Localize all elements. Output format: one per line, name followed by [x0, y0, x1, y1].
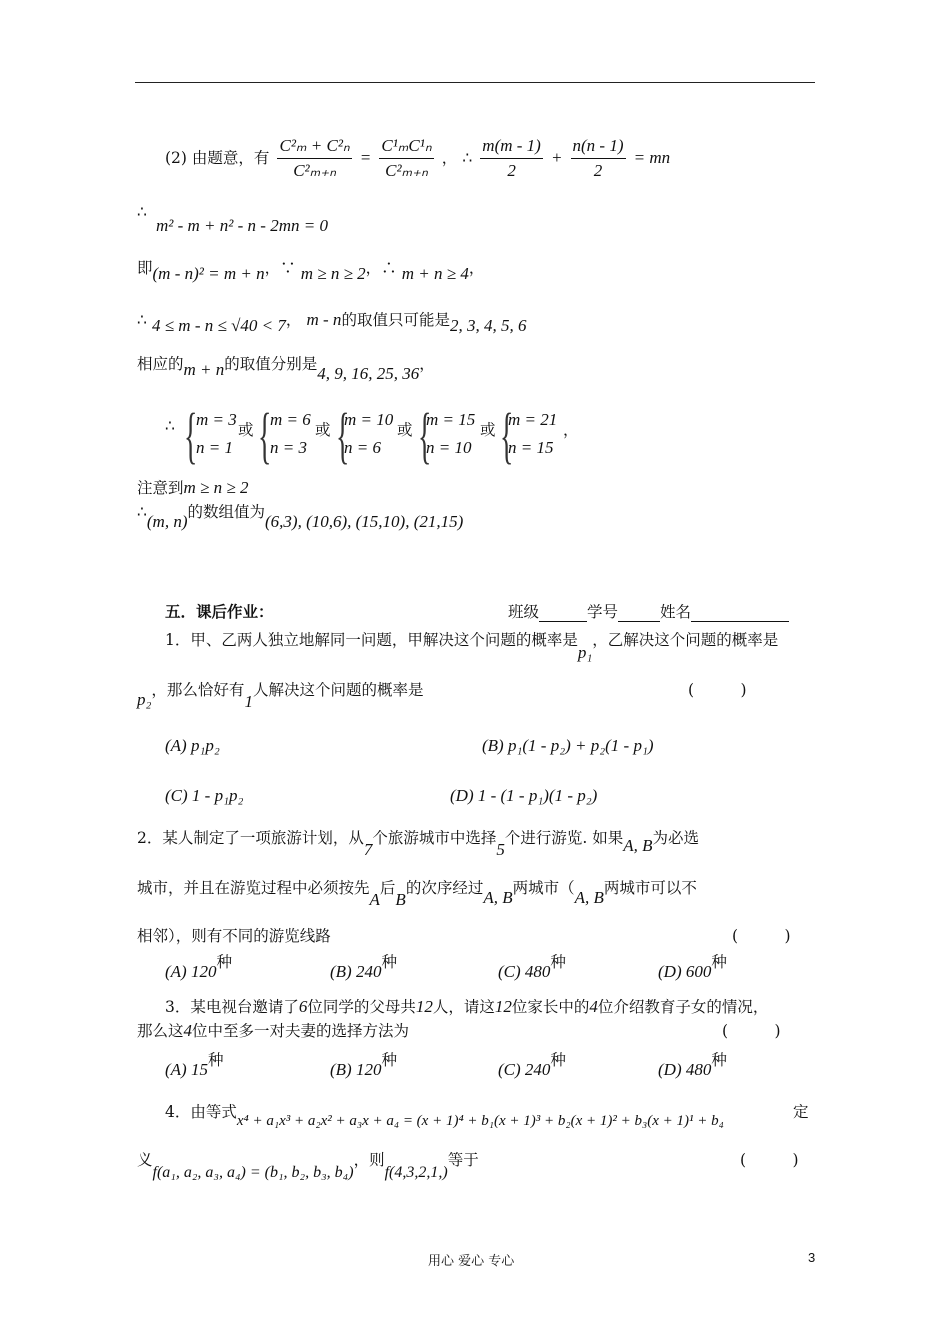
therefore-symbol: ∴	[165, 417, 175, 435]
q4-answer-paren[interactable]: ( )	[740, 1151, 799, 1169]
eq1-rhs: = mn	[633, 148, 671, 167]
q2-option-c[interactable]: (C) 480种	[498, 953, 566, 981]
q2-answer-paren[interactable]: ( )	[732, 927, 791, 945]
brace-3: {	[336, 402, 350, 470]
fraction-3: $\frac{m(m - 1)}{2}$	[482, 136, 541, 180]
q1-option-c[interactable]: (C) 1 - p₁p₂	[165, 786, 244, 805]
q1-option-a[interactable]: (A) p₁p₂	[165, 736, 220, 755]
part2-line8: ∴(m, n)的数组值为(6,3), (10,6), (15,10), (21,15)	[137, 503, 464, 531]
class-blank[interactable]	[539, 603, 587, 622]
homework-heading: 五．课后作业：	[165, 602, 274, 621]
header-rule	[135, 82, 815, 83]
q4-line1: 4．由等式x⁴ + a₁x³ + a₂x² + a₃x + a₄ = (x + 1)⁴ + b₁(x + 1)³ + b₂(x + 1)² + b₃(x + 1)¹ + b₄	[165, 1103, 724, 1129]
therefore-symbol: ∴	[462, 149, 473, 167]
system-3: m = 10 n = 6	[344, 410, 394, 457]
q3-answer-paren[interactable]: ( )	[722, 1022, 781, 1040]
therefore-symbol: ∴	[137, 203, 147, 221]
or-word: 或	[238, 421, 254, 439]
q2-option-d[interactable]: (D) 600种	[658, 953, 727, 981]
system-1: m = 3 n = 1	[196, 410, 237, 457]
or-word: 或	[397, 421, 413, 439]
part2-line4: ∴ 4 ≤ m - n ≤ √40 < 7， m - n的取值只可能是2, 3, 4, 5, 6	[137, 310, 527, 335]
fraction-2: $\frac{\text{C¹ₘC¹ₙ}}{\text{C²ₘ₊ₙ}}$	[381, 136, 432, 180]
or-word: 或	[480, 421, 496, 439]
q2-option-a[interactable]: (A) 120种	[165, 953, 232, 981]
part2-line5: 相应的m + n的取值分别是4, 9, 16, 25, 36，	[137, 355, 435, 383]
q3-line1: 3．某电视台邀请了6位同学的父母共12人，请这12位家长中的4位介绍教育子女的情况，	[165, 997, 769, 1016]
system-5: m = 21 n = 15	[508, 410, 558, 457]
q4-ding: 定	[793, 1103, 809, 1121]
student-info: 班级 学号 姓名	[508, 600, 789, 622]
fraction-4: $\frac{n(n - 1)}{2}$	[572, 136, 624, 180]
q1-line1: 1．甲、乙两人独立地解同一问题，甲解决这个问题的概率是p₁，乙解决这个问题的概率是	[165, 631, 779, 662]
part2-line1: (2) 由题意，有 $\frac{\text{C²ₘ + C²ₙ}}{\text{C²ₘ₊ₙ}}$ = $\frac{\text{C¹ₘC¹ₙ}}{\text{C²ₘ₊ₙ}}$ ， ∴ $\frac{m(m - 1)}{2}$ + $\frac{n(n - 1)}{2}$ = mn	[165, 136, 671, 180]
footer-text: 用心 爱心 专心	[428, 1254, 515, 1269]
q1-option-b[interactable]: (B) p₁(1 - p₂) + p₂(1 - p₁)	[482, 736, 654, 755]
q2-option-b[interactable]: (B) 240种	[330, 953, 397, 981]
brace-1: {	[184, 402, 198, 470]
q1-option-d[interactable]: (D) 1 - (1 - p₁)(1 - p₂)	[450, 786, 598, 805]
q3-line2: 那么这4位中至多一对夫妻的选择方法为	[137, 1021, 410, 1040]
q3-option-a[interactable]: (A) 15种	[165, 1051, 224, 1079]
part2-intro: (2) 由题意，有	[165, 149, 270, 167]
brace-4: {	[418, 402, 432, 470]
brace-5: {	[500, 402, 514, 470]
system-4: m = 15 n = 10	[426, 410, 476, 457]
q2-line2: 城市，并且在游览过程中必须按先A后B的次序经过A, B两城市（A, B两城市可以不	[137, 879, 697, 909]
q2-line3: 相邻），则有不同的游览线路	[137, 927, 331, 945]
system-2: m = 6 n = 3	[270, 410, 311, 457]
name-blank[interactable]	[691, 603, 789, 622]
brace-2: {	[258, 402, 272, 470]
q1-answer-paren[interactable]: ( )	[688, 681, 747, 699]
q2-line1: 2．某人制定了一项旅游计划，从7个旅游城市中选择5个进行游览. 如果A, B为必选	[137, 829, 700, 859]
part2-line2: m² - m + n² - n - 2mn = 0	[156, 216, 328, 235]
q1-line2: p₂，那么恰好有1人解决这个问题的概率是	[137, 681, 424, 711]
part2-line7: 注意到m ≥ n ≥ 2	[137, 478, 249, 497]
id-blank[interactable]	[618, 603, 660, 622]
fraction-1: $\frac{\text{C²ₘ + C²ₙ}}{\text{C²ₘ₊ₙ}}$	[279, 136, 350, 180]
or-word: 或	[315, 421, 331, 439]
q3-option-c[interactable]: (C) 240种	[498, 1051, 566, 1079]
q3-option-b[interactable]: (B) 120种	[330, 1051, 397, 1079]
part2-line3: 即(m - n)² = m + n，∵ m ≥ n ≥ 2，∴ m + n ≥ 4，	[137, 259, 485, 283]
page-number: 3	[808, 1250, 816, 1265]
q4-line2: 义f(a₁, a₂, a₃, a₄) = (b₁, b₂, b₃, b₄)，则f(4,3,2,1,)等于	[137, 1151, 479, 1181]
q3-option-d[interactable]: (D) 480种	[658, 1051, 727, 1079]
